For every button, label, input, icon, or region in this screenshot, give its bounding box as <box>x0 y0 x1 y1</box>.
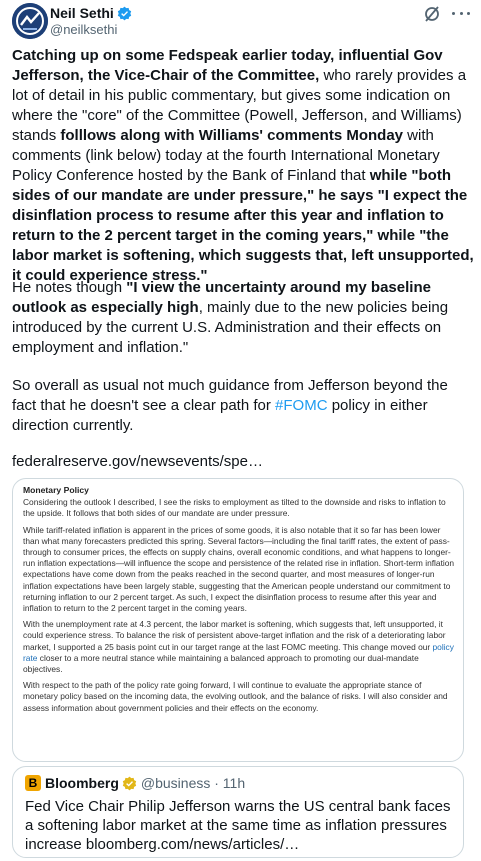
tweet-paragraph-2 <box>12 278 474 358</box>
tweet-text: policy in either direction currently. <box>12 397 428 434</box>
external-link[interactable]: federalreserve.gov/newsevents/spe… <box>12 453 263 470</box>
document-link[interactable]: policy rate <box>23 641 454 663</box>
quoted-tweet[interactable] <box>12 766 464 858</box>
tweet-text: , mainly due to the new policies being introduced by the current U.S. Administration and their effects on employment and inflation." <box>12 299 449 356</box>
tweet-text: who rarely provides a lot of detail in his public commentary, but gives some indication on where the "core" of the Committee (Powell, Jefferson, and Williams) stands <box>12 67 467 144</box>
tweet-text: So overall as usual not much guidance from Jefferson beyond the fact that he doesn't see a clear path for <box>12 377 448 414</box>
name-row <box>50 4 132 22</box>
display-name[interactable]: Neil Sethi <box>50 5 114 21</box>
document-title: Monetary Policy <box>23 485 89 495</box>
avatar-logo-icon <box>12 3 48 39</box>
tweet-text: He notes though <box>12 279 127 296</box>
tweet-text-bold: folllows along with Williams' comments Monday <box>60 127 404 144</box>
quote-handle-time: @business · 11h <box>140 775 246 791</box>
more-icon[interactable] <box>452 6 470 20</box>
document-paragraph: Considering the outlook I described, I see the risks to employment as tilted to the downside and risks to inflation to the upside. It follows that both sides of our mandate are under pressure. <box>23 497 446 519</box>
quote-text: Fed Vice Chair Philip Jefferson warns the US central bank faces a softening labor market at the same time as inflation pressures increase bloomberg.com/news/articles/… <box>25 798 451 853</box>
document-content <box>23 485 455 719</box>
document-image[interactable] <box>12 478 464 762</box>
gold-verified-icon <box>122 776 137 791</box>
quote-display-name: Bloomberg <box>45 775 119 791</box>
quote-name-row <box>45 774 245 792</box>
tweet-text-bold: Catching up on some Fedspeak earlier today, influential Gov Jefferson, the Vice-Chair of the Committee, <box>12 47 443 84</box>
avatar[interactable] <box>12 3 48 39</box>
document-text: With the unemployment rate at 4.3 percent, the labor market is softening, which suggests that, left unsupported, it could experience stress. To balance the risk of persistent above-target inflation and the risk of a deteriorating labor market, I supported a 25 basis point cut in our target range at the last FOMC meeting. This change moved our <box>23 619 446 652</box>
grok-icon[interactable] <box>422 4 442 24</box>
tweet-text: with comments (link below) today at the fourth International Monetary Policy Conference hosted by the Bank of Finland that <box>12 127 440 184</box>
verified-badge-icon <box>117 6 132 21</box>
tweet-text-bold: while "both sides of our mandate are under pressure," he says "I expect the disinflation process to resume after this year and inflation to return to the 2 percent target in the coming years," while "the labor market is softening, which suggests that, left unsupported, it could experience stress." <box>12 167 474 284</box>
tweet-paragraph-1 <box>12 46 474 286</box>
tweet-text-bold: "I view the uncertainty around my baseline outlook as especially high <box>12 279 431 316</box>
tweet-header <box>0 0 481 46</box>
document-text: closer to a more neutral stance while maintaining a balanced approach to promoting our dual-mandate objectives. <box>23 652 419 675</box>
tweet-paragraph-3 <box>12 376 474 436</box>
document-paragraph: While tariff-related inflation is apparent in the prices of some goods, it is also notable that it so far has been lower than what many forecasters predicted this spring. Several factors—including the final tariff rates, the extent of pass-through to consumer prices, the effects on supply chains, overall economic conditions, and what happens to longer-run inflation expectations—will influence the scope and persistence of the related rise in inflation. Short-term inflation expectations have come down from the peaks reached in the second quarter, and most measures of longer-run inflation expectations have been largely stable, suggesting that the American people understand our commitment to returning inflation to our 2 percent target. As such, I expect the disinflation process to resume after this year and inflation to return to the 2 percent target in the coming years. <box>23 524 455 614</box>
bloomberg-logo-icon: B <box>25 775 41 791</box>
document-paragraph <box>23 619 455 675</box>
hashtag-link[interactable]: #FOMC <box>275 397 328 414</box>
document-paragraph: With respect to the path of the policy rate going forward, I will continue to evaluate the appropriate stance of monetary policy based on the incoming data, the evolving outlook, and the balance of risks. I will also consider and assess information about government policies and their effects on the economy. <box>23 680 448 713</box>
author-handle[interactable]: @neilksethi <box>50 22 118 37</box>
